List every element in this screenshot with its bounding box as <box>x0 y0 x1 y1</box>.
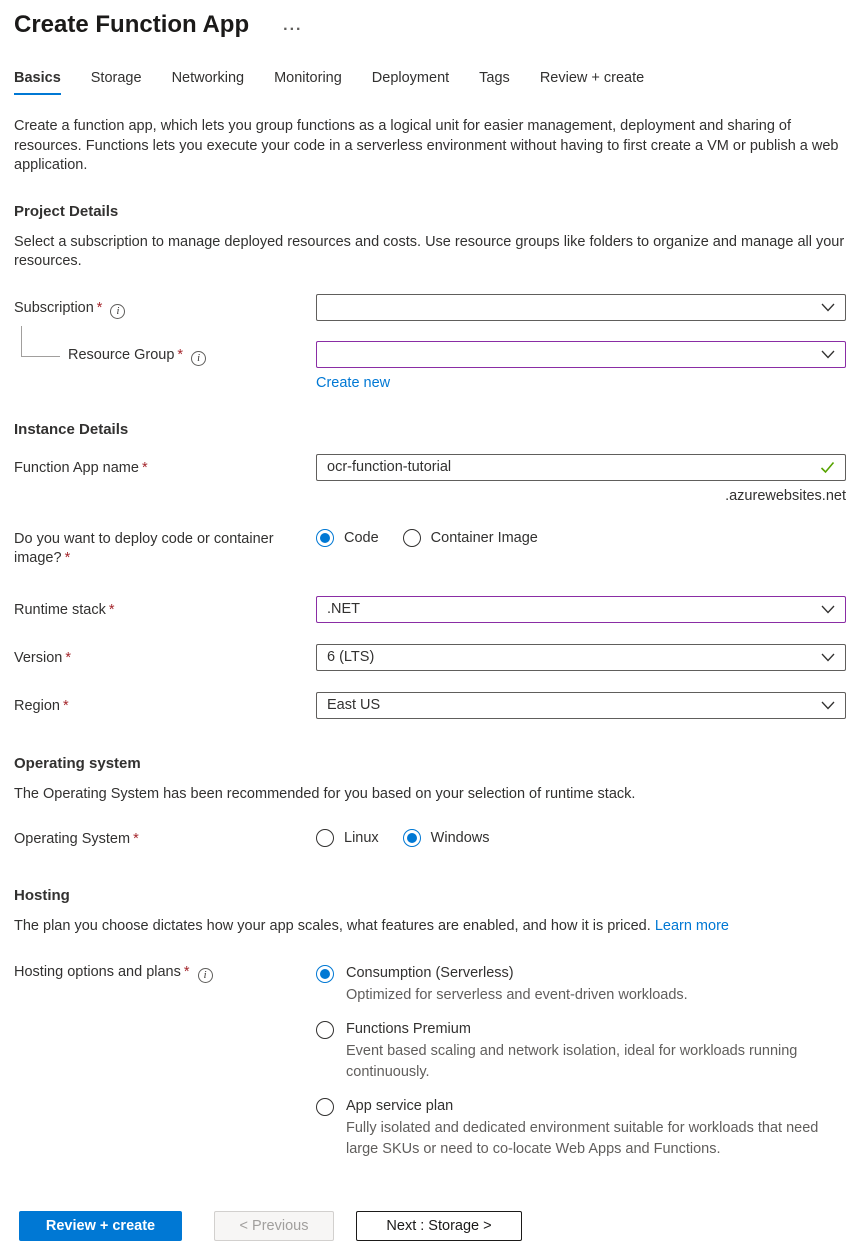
required-marker: * <box>62 697 69 714</box>
valid-check-icon <box>820 461 835 474</box>
version-value: 6 (LTS) <box>327 649 375 665</box>
subscription-dropdown[interactable] <box>316 294 846 321</box>
resource-group-dropdown[interactable] <box>316 341 846 368</box>
tab-basics[interactable]: Basics <box>14 70 61 95</box>
info-icon[interactable]: i <box>110 304 125 319</box>
required-marker: * <box>141 459 148 476</box>
tab-tags[interactable]: Tags <box>479 70 510 86</box>
deploy-type-label: Do you want to deploy code or container image? * <box>14 530 274 566</box>
hosting-heading: Hosting <box>14 887 70 904</box>
chevron-down-icon <box>821 653 835 662</box>
runtime-stack-row <box>14 596 846 623</box>
create-new-link[interactable]: Create new <box>316 374 391 391</box>
page-header <box>14 10 846 40</box>
info-icon[interactable]: i <box>191 351 206 366</box>
learn-more-link[interactable]: Learn more <box>654 918 729 934</box>
function-app-name-row <box>14 454 846 504</box>
intro-text: Create a function app, which lets you group functions as a logical unit for easier management, deployment and sharing of resources. Functions lets you execute your code in a serverless environment without having to first create a VM or publish a web application. <box>14 118 839 173</box>
hosting-option-description: Fully isolated and dedicated environment suitable for workloads that need large SKUs or need to co-locate Web Apps and Functions. <box>346 1119 819 1157</box>
version-row <box>14 644 846 671</box>
required-marker: * <box>108 601 115 618</box>
function-app-name-field[interactable] <box>316 454 846 481</box>
radio-app-service-plan[interactable] <box>316 1098 334 1116</box>
review-create-button[interactable]: Review + create <box>19 1211 182 1241</box>
function-app-name-input[interactable] <box>327 455 820 480</box>
hosting-option-app-service-plan <box>316 1096 846 1160</box>
tab-deployment[interactable]: Deployment <box>371 70 450 86</box>
hierarchy-connector-line <box>21 326 60 357</box>
required-marker: * <box>177 346 184 363</box>
radio-linux[interactable] <box>316 829 334 847</box>
tab-review-create[interactable]: Review + create <box>539 70 645 86</box>
project-details-description: Select a subscription to manage deployed resources and costs. Use resource groups like folders to organize and manage all your resources. <box>14 233 845 269</box>
function-app-name-label: Function App name * <box>14 459 148 476</box>
region-row <box>14 692 846 719</box>
hosting-option-consumption <box>316 963 846 1006</box>
hosting-option-description: Optimized for serverless and event-driven workloads. <box>346 986 688 1003</box>
subscription-label: Subscription * i <box>14 294 316 319</box>
radio-container-image-label[interactable]: Container Image <box>430 529 538 546</box>
runtime-stack-dropdown[interactable] <box>316 596 846 623</box>
wizard-footer <box>14 1211 846 1241</box>
page-title: Create Function App <box>14 11 250 38</box>
runtime-stack-value: .NET <box>327 601 361 617</box>
info-icon[interactable]: i <box>198 968 213 983</box>
operating-system-heading: Operating system <box>14 754 141 772</box>
radio-windows-label[interactable]: Windows <box>430 830 490 846</box>
runtime-stack-label: Runtime stack * <box>14 601 115 618</box>
version-dropdown[interactable] <box>316 644 846 671</box>
resource-group-label: Resource Group * i <box>14 341 316 366</box>
tab-storage[interactable]: Storage <box>90 70 142 86</box>
hosting-options-row <box>14 958 846 1173</box>
chevron-down-icon <box>821 303 835 312</box>
required-marker: * <box>65 649 72 666</box>
chevron-down-icon <box>821 605 835 614</box>
hosting-options-label: Hosting options and plans * i <box>14 958 316 983</box>
deploy-type-row <box>14 522 846 568</box>
radio-functions-premium[interactable] <box>316 1021 334 1039</box>
radio-windows[interactable] <box>403 829 421 847</box>
instance-details-heading: Instance Details <box>14 420 129 438</box>
region-label: Region * <box>14 697 69 714</box>
required-marker: * <box>96 299 103 316</box>
radio-code-label[interactable]: Code <box>344 529 379 546</box>
hosting-option-functions-premium <box>316 1019 846 1083</box>
ellipsis-menu-icon[interactable]: ... <box>283 17 303 34</box>
subscription-row <box>14 294 846 321</box>
tab-networking[interactable]: Networking <box>171 70 245 86</box>
radio-consumption[interactable] <box>316 965 334 983</box>
domain-suffix: .azurewebsites.net <box>725 487 846 504</box>
wizard-tabs <box>14 70 846 95</box>
operating-system-row <box>14 825 846 849</box>
chevron-down-icon <box>821 350 835 359</box>
region-value: East US <box>327 697 381 713</box>
required-marker: * <box>133 831 139 847</box>
previous-button[interactable]: < Previous <box>214 1211 334 1241</box>
chevron-down-icon <box>821 701 835 710</box>
hosting-option-name[interactable]: Functions Premium <box>346 1020 471 1037</box>
project-details-heading: Project Details <box>14 202 119 220</box>
operating-system-label: Operating System * <box>14 831 139 847</box>
radio-container-image[interactable] <box>403 529 421 547</box>
hosting-option-name[interactable]: App service plan <box>346 1097 454 1114</box>
tab-monitoring[interactable]: Monitoring <box>274 70 342 86</box>
next-storage-button[interactable]: Next : Storage > <box>356 1211 522 1241</box>
required-marker: * <box>64 549 71 566</box>
hosting-option-description: Event based scaling and network isolation, ideal for workloads running continuously. <box>346 1042 798 1080</box>
operating-system-description: The Operating System has been recommended for you based on your selection of runtime stack. <box>14 785 636 802</box>
version-label: Version * <box>14 649 72 666</box>
hosting-option-name[interactable]: Consumption (Serverless) <box>346 964 514 981</box>
radio-linux-label[interactable]: Linux <box>344 830 379 846</box>
region-dropdown[interactable] <box>316 692 846 719</box>
required-marker: * <box>183 963 190 980</box>
resource-group-row <box>14 341 846 391</box>
hosting-description: The plan you choose dictates how your app scales, what features are enabled, and how it is priced. Learn more <box>14 918 729 934</box>
radio-code[interactable] <box>316 529 334 547</box>
